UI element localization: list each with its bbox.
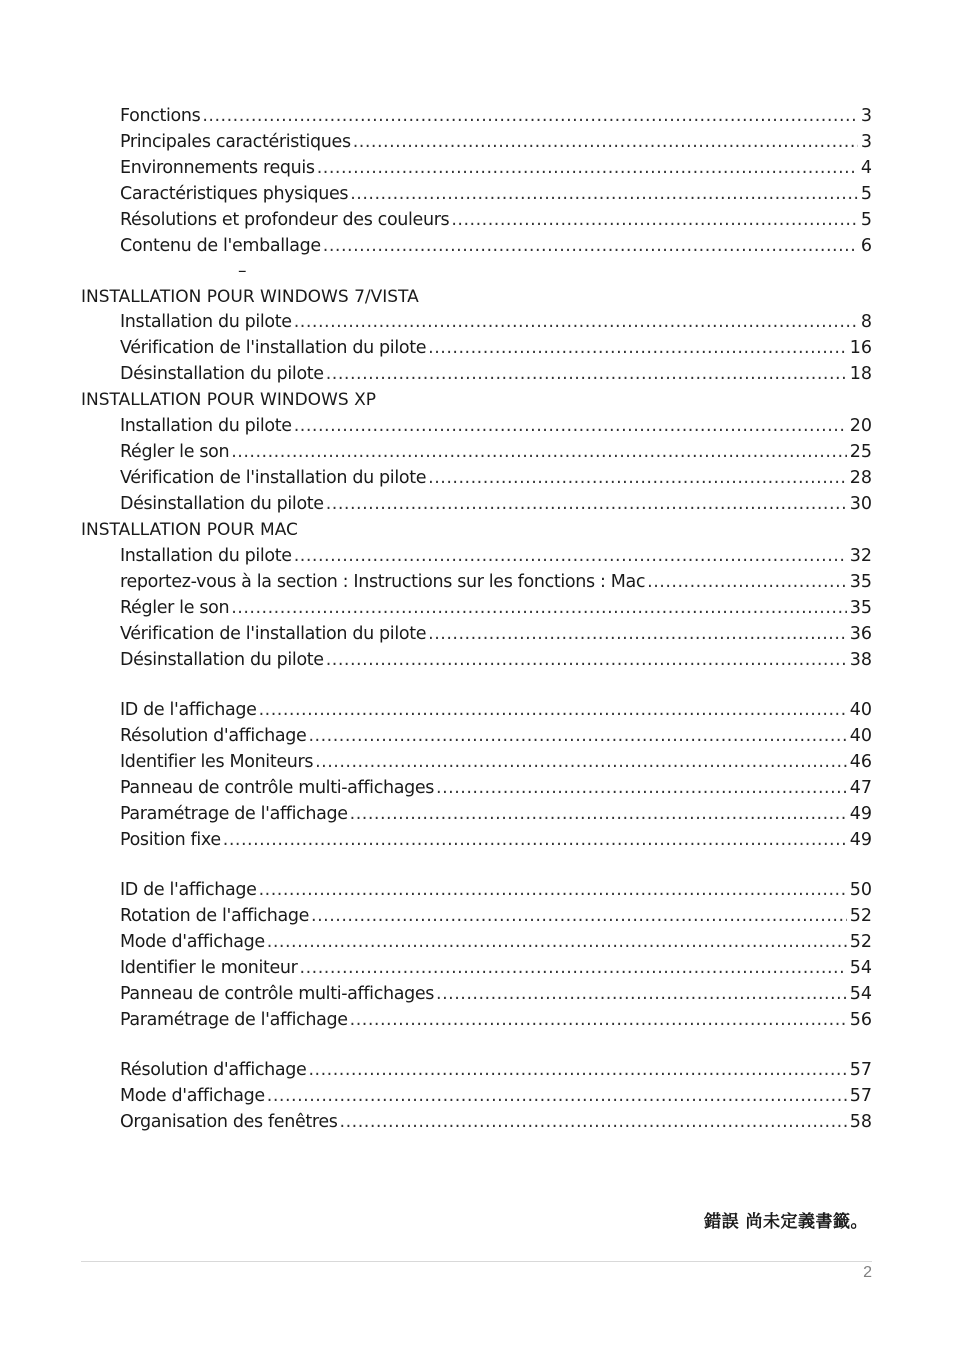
toc-entry-page: 35: [849, 598, 872, 618]
toc-entry-page: 52: [849, 906, 872, 926]
dot-leader: [436, 775, 847, 801]
toc-entry-label: ID de l'affichage: [120, 880, 257, 900]
toc-entry[interactable]: [120, 103, 872, 129]
toc-entry-label: Rotation de l'affichage: [120, 906, 310, 926]
toc-entry-page: 54: [849, 984, 872, 1004]
toc-entry[interactable]: [120, 903, 872, 929]
dot-leader: [317, 155, 858, 181]
toc-entry-label: Vérification de l'installation du pilote: [120, 338, 427, 358]
toc-entry-label: Installation du pilote: [120, 312, 292, 332]
toc-entry-label: Caractéristiques physiques: [120, 184, 349, 204]
toc-entry-page: 46: [849, 752, 872, 772]
toc-entry-label: Identifier les Moniteurs: [120, 752, 314, 772]
dot-leader: [350, 181, 858, 207]
toc-entry-label: Mode d'affichage: [120, 932, 265, 952]
dot-leader: [231, 439, 847, 465]
dot-leader: [267, 929, 847, 955]
dot-leader: [326, 361, 847, 387]
dot-leader: [300, 955, 847, 981]
toc-entry[interactable]: [120, 801, 872, 827]
dot-leader: [436, 981, 847, 1007]
toc-entry[interactable]: [120, 543, 872, 569]
dot-leader: [231, 595, 847, 621]
toc-entry-label: reportez-vous à la section : Instructions sur les fonctions : Mac: [120, 572, 646, 592]
toc-entry-label: Installation du pilote: [120, 416, 292, 436]
toc-entry[interactable]: [120, 181, 872, 207]
dot-leader: [259, 697, 847, 723]
toc-entry-page: 40: [849, 700, 872, 720]
dot-leader: [428, 335, 847, 361]
toc-entry-page: 18: [849, 364, 872, 384]
toc-entry[interactable]: [120, 129, 872, 155]
dot-leader: [202, 103, 858, 129]
toc-entry[interactable]: [120, 1007, 872, 1033]
toc-entry-page: 6: [860, 236, 872, 256]
toc-entry-label: Régler le son: [120, 598, 230, 618]
toc-heading-mac[interactable]: INSTALLATION POUR MAC: [81, 520, 298, 540]
toc-entry-page: 30: [849, 494, 872, 514]
toc-heading-windows7[interactable]: INSTALLATION POUR WINDOWS 7/VISTA: [81, 287, 419, 307]
dot-leader: [451, 207, 858, 233]
toc-entry[interactable]: [120, 1109, 872, 1135]
toc-entry-label: Position fixe: [120, 830, 221, 850]
toc-entry-page: 56: [849, 1010, 872, 1030]
toc-entry[interactable]: [120, 827, 872, 853]
toc-entry-page: 3: [860, 132, 872, 152]
dot-leader: [350, 801, 847, 827]
toc-entry-label: Désinstallation du pilote: [120, 364, 324, 384]
toc-entry[interactable]: [120, 955, 872, 981]
dot-leader: [428, 465, 847, 491]
dot-leader: [353, 129, 858, 155]
toc-entry-label: Installation du pilote: [120, 546, 292, 566]
toc-entry[interactable]: [120, 361, 872, 387]
toc-entry-page: 16: [849, 338, 872, 358]
toc-entry-label: ID de l'affichage: [120, 700, 257, 720]
toc-entry[interactable]: [120, 775, 872, 801]
toc-entry[interactable]: [120, 413, 872, 439]
toc-entry-label: Principales caractéristiques: [120, 132, 351, 152]
toc-entry-page: 50: [849, 880, 872, 900]
toc-entry-page: 38: [849, 650, 872, 670]
toc-entry[interactable]: [120, 723, 872, 749]
toc-entry-label: Identifier le moniteur: [120, 958, 298, 978]
dot-leader: [294, 543, 847, 569]
toc-entry[interactable]: [120, 155, 872, 181]
toc-entry[interactable]: [120, 439, 872, 465]
toc-entry-label: Paramétrage de l'affichage: [120, 1010, 348, 1030]
toc-entry-label: Désinstallation du pilote: [120, 494, 324, 514]
toc-entry[interactable]: [120, 877, 872, 903]
toc-entry-page: 25: [849, 442, 872, 462]
toc-entry-label: Résolution d'affichage: [120, 726, 307, 746]
toc-entry-label: Fonctions: [120, 106, 201, 126]
toc-entry-page: 47: [849, 778, 872, 798]
toc-entry-page: 49: [849, 804, 872, 824]
toc-entry[interactable]: [120, 647, 872, 673]
toc-entry-page: 32: [849, 546, 872, 566]
toc-entry-page: 3: [860, 106, 872, 126]
toc-entry[interactable]: [120, 491, 872, 517]
toc-heading-windows-xp[interactable]: INSTALLATION POUR WINDOWS XP: [81, 390, 376, 410]
dot-leader: [340, 1109, 847, 1135]
dot-leader: [326, 491, 847, 517]
toc-entry[interactable]: [120, 697, 872, 723]
bookmark-error-message: 錯誤 尚未定義書籤。: [704, 1212, 868, 1232]
toc-entry-page: 5: [860, 210, 872, 230]
toc-entry[interactable]: [120, 1057, 872, 1083]
dot-leader: [267, 1083, 847, 1109]
dot-leader: [647, 569, 847, 595]
toc-entry-label: Environnements requis: [120, 158, 315, 178]
toc-entry-page: 57: [849, 1060, 872, 1080]
toc-entry[interactable]: [120, 233, 872, 259]
dot-leader: [428, 621, 847, 647]
toc-entry-page: 5: [860, 184, 872, 204]
toc-entry[interactable]: [120, 749, 872, 775]
dot-leader: [308, 723, 846, 749]
toc-entry-label: Panneau de contrôle multi-affichages: [120, 984, 435, 1004]
dot-leader: [223, 827, 847, 853]
toc-entry-label: Vérification de l'installation du pilote: [120, 468, 427, 488]
toc-entry-page: 40: [849, 726, 872, 746]
toc-entry-page: 8: [860, 312, 872, 332]
toc-entry-label: Organisation des fenêtres: [120, 1112, 338, 1132]
page-number: 2: [863, 1264, 872, 1281]
toc-entry-label: Panneau de contrôle multi-affichages: [120, 778, 435, 798]
toc-entry-label: Régler le son: [120, 442, 230, 462]
dot-leader: [323, 233, 858, 259]
toc-entry[interactable]: [120, 621, 872, 647]
dot-leader: [294, 413, 847, 439]
toc-entry-page: 35: [849, 572, 872, 592]
toc-entry-label: Paramétrage de l'affichage: [120, 804, 348, 824]
toc-entry[interactable]: [120, 207, 872, 233]
dot-leader: [311, 903, 847, 929]
dot-leader: [326, 647, 847, 673]
toc-entry-label: Contenu de l'emballage: [120, 236, 321, 256]
toc-entry[interactable]: [120, 465, 872, 491]
dot-leader: [308, 1057, 846, 1083]
toc-entry-page: 57: [849, 1086, 872, 1106]
dot-leader: [294, 309, 858, 335]
toc-entry-label: Résolution d'affichage: [120, 1060, 307, 1080]
toc-entry[interactable]: [120, 981, 872, 1007]
toc-entry[interactable]: [120, 1083, 872, 1109]
toc-entry-page: 36: [849, 624, 872, 644]
toc-entry-page: 20: [849, 416, 872, 436]
dot-leader: [315, 749, 847, 775]
toc-entry-page: 49: [849, 830, 872, 850]
toc-entry-page: 52: [849, 932, 872, 952]
dot-leader: [259, 877, 847, 903]
toc-entry-label: Mode d'affichage: [120, 1086, 265, 1106]
toc-entry-label: Résolutions et profondeur des couleurs: [120, 210, 450, 230]
toc-entry[interactable]: [120, 569, 872, 595]
dot-leader: [350, 1007, 847, 1033]
dash-mark: –: [238, 261, 247, 281]
toc-entry[interactable]: [120, 335, 872, 361]
footer-divider: [81, 1261, 872, 1262]
toc-entry[interactable]: [120, 929, 872, 955]
toc-entry-page: 58: [849, 1112, 872, 1132]
toc-entry-page: 28: [849, 468, 872, 488]
toc-entry-label: Vérification de l'installation du pilote: [120, 624, 427, 644]
toc-entry-label: Désinstallation du pilote: [120, 650, 324, 670]
toc-entry-page: 54: [849, 958, 872, 978]
toc-entry[interactable]: [120, 309, 872, 335]
toc-entry-page: 4: [860, 158, 872, 178]
toc-entry[interactable]: [120, 595, 872, 621]
